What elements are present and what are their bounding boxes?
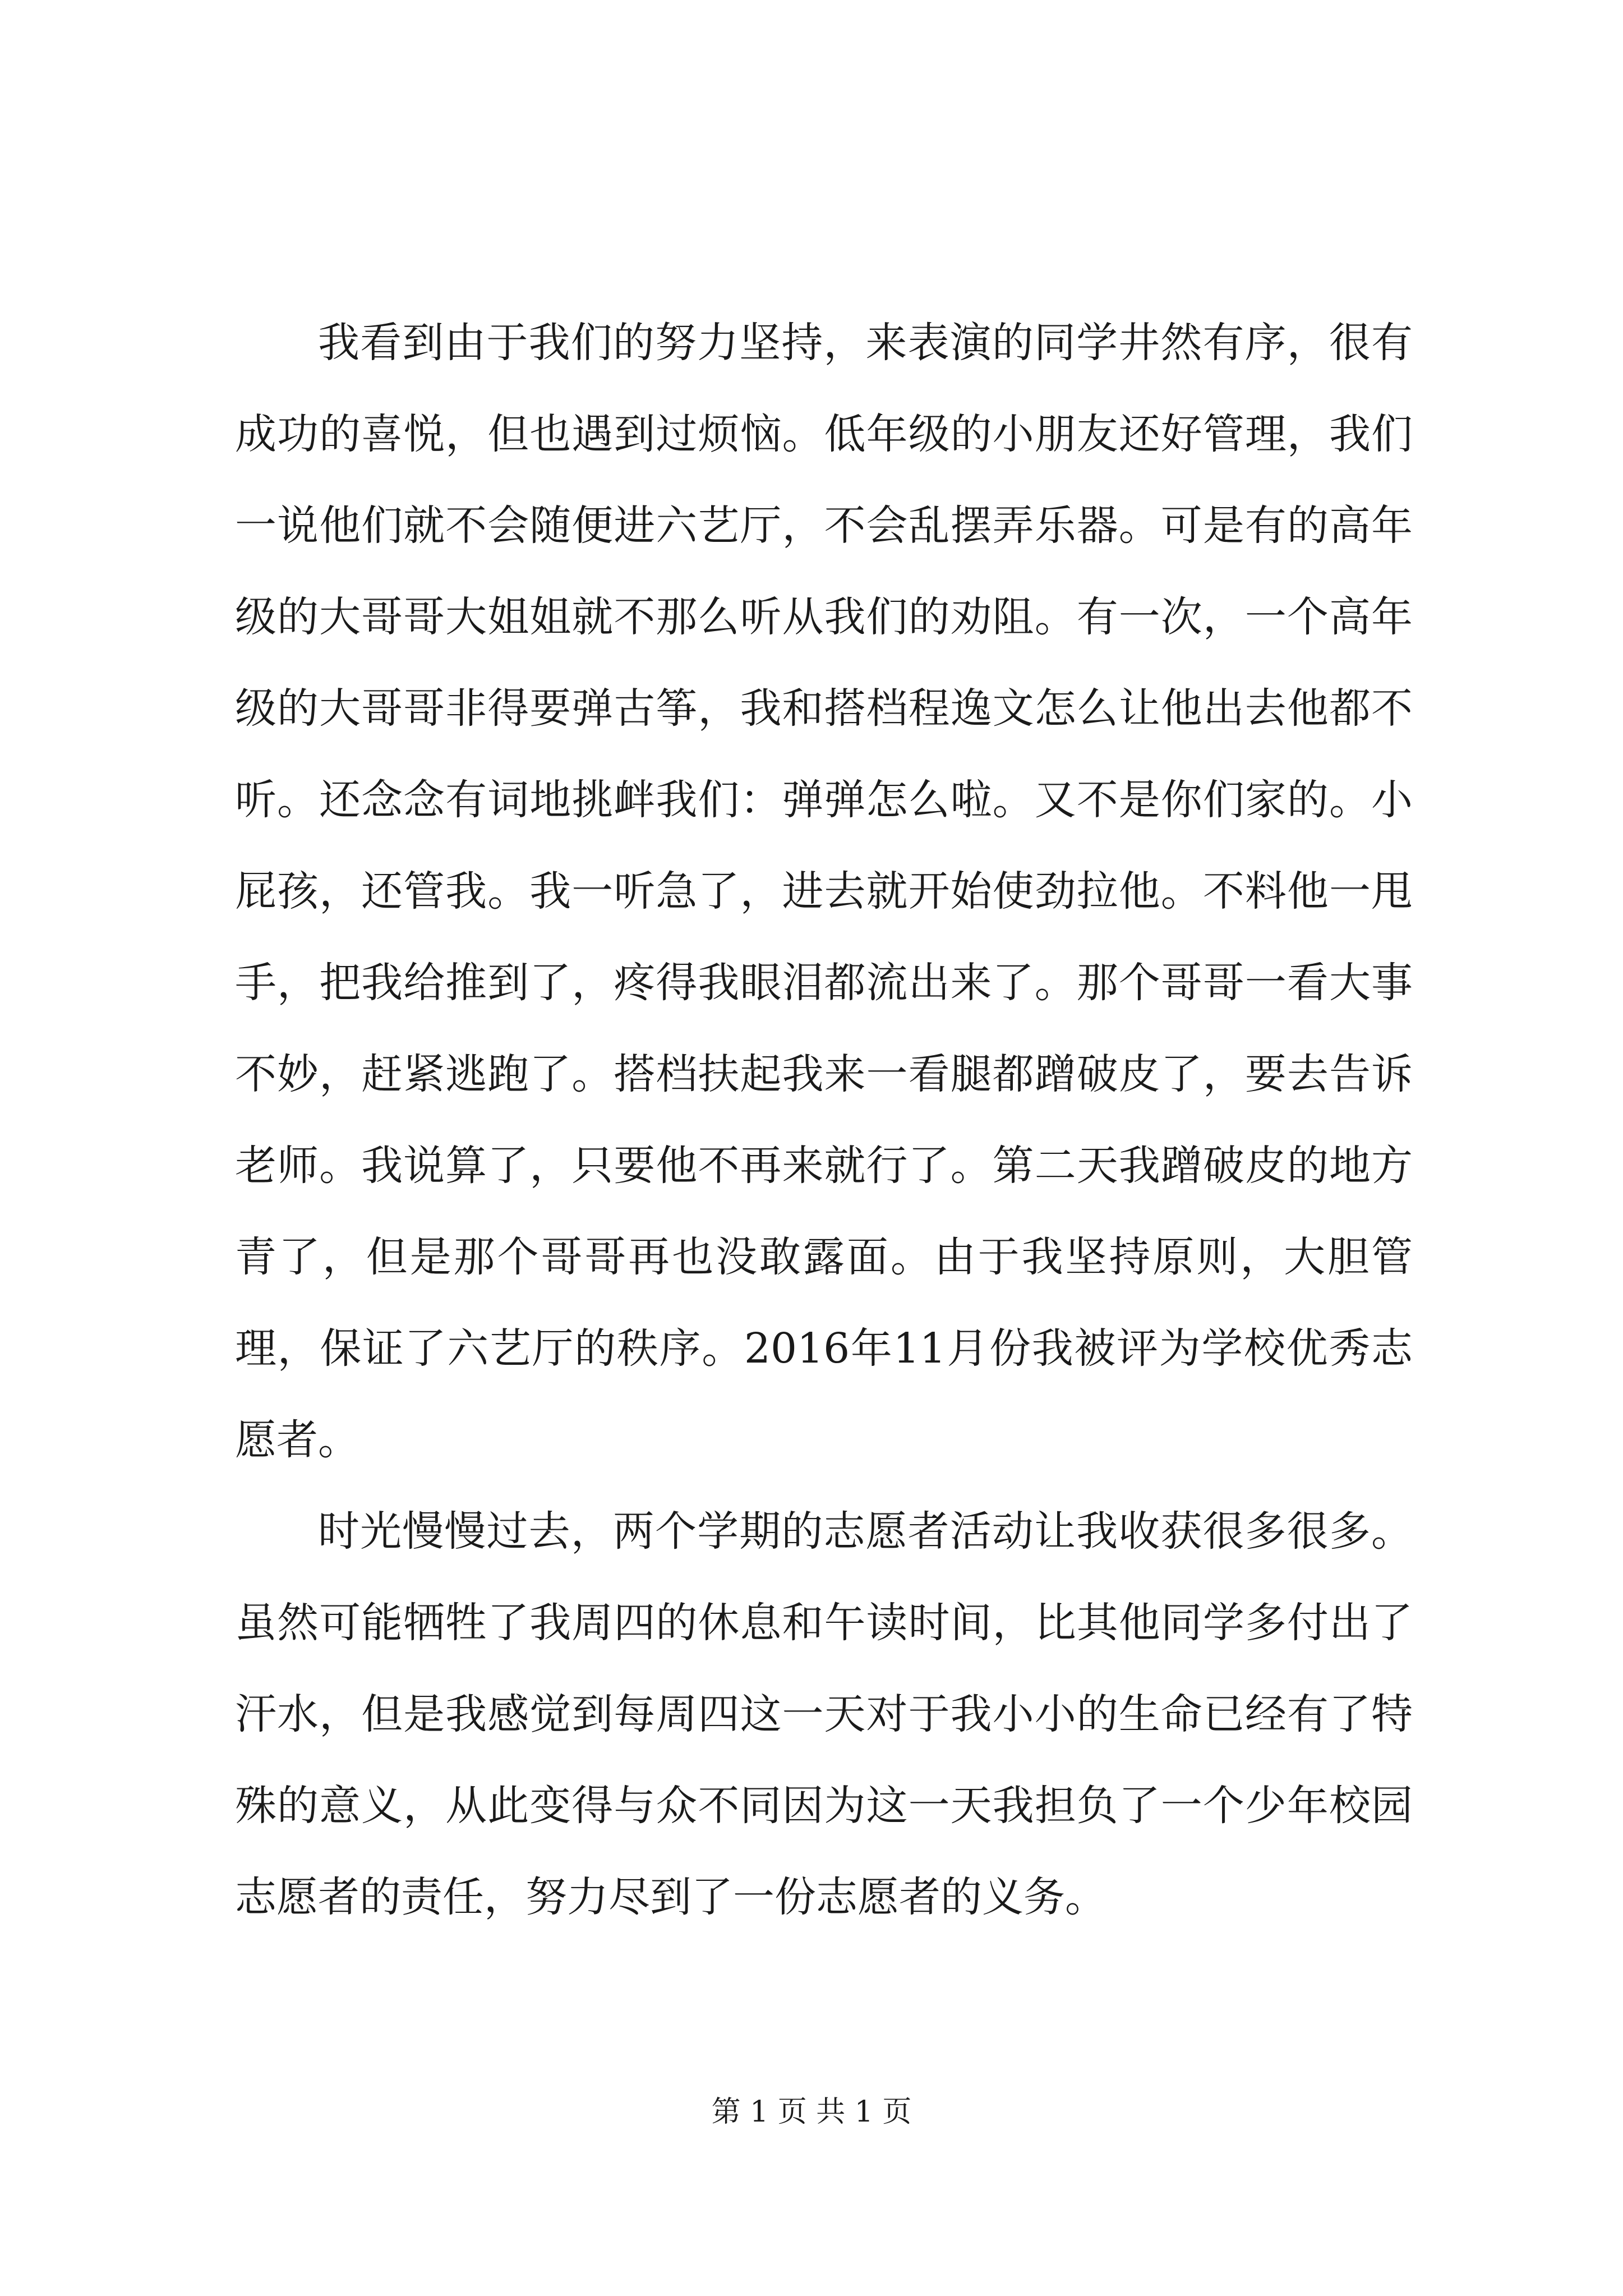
document-body (235, 297, 1413, 1943)
page-footer (0, 2092, 1623, 2132)
paragraph-2: 时光慢慢过去，两个学期的志愿者活动让我收获很多很多。虽然可能牺牲了我周四的休息和午读时间，比其他同学多付出了汗水，但是我感觉到每周四这一天对于我小小的生命已经有了特殊的意义，从此变得与众不同因为这一天我担负了一个少年校园志愿者的责任，努力尽到了一份志愿者的义务。 (235, 1507, 1413, 1921)
paragraph-1: 我看到由于我们的努力坚持，来表演的同学井然有序，很有成功的喜悦，但也遇到过烦恼。低年级的小朋友还好管理，我们一说他们就不会随便进六艺厅，不会乱摆弄乐器。可是有的高年级的大哥哥大姐姐就不那么听从我们的劝阻。有一次，一个高年级的大哥哥非得要弹古筝，我和搭档程逸文怎么让他出去他都不听。还念念有词地挑衅我们：弹弹怎么啦。又不是你们家的。小屁孩，还管我。我一听急了，进去就开始使劲拉他。不料他一甩手，把我给推到了，疼得我眼泪都流出来了。那个哥哥一看大事不妙，赶紧逃跑了。搭档扶起我来一看腿都蹭破皮了，要去告诉老师。我说算了，只要他不再来就行了。第二天我蹭破皮的地方青了，但是那个哥哥再也没敢露面。由于我坚持原则，大胆管理，保证了六艺厅的秩序。2016年11月份我被评为学校优秀志愿者。 (235, 319, 1413, 1464)
page-number-label: 第 1 页 共 1 页 (711, 2095, 912, 2129)
